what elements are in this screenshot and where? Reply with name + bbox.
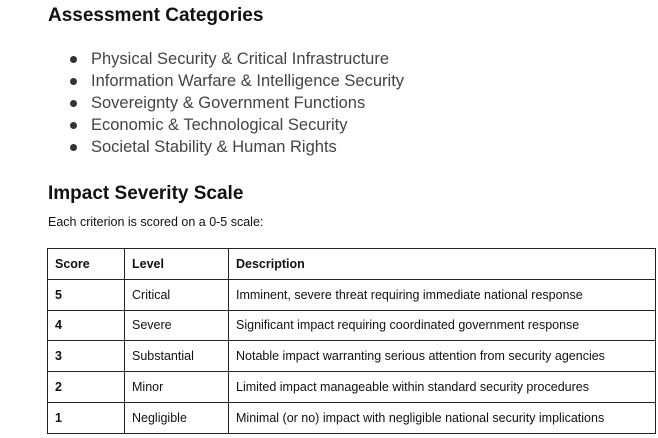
list-item	[68, 136, 404, 158]
column-header-level: Level	[125, 249, 229, 280]
table-row	[48, 402, 656, 433]
list-item	[68, 92, 404, 114]
bullet-icon	[70, 122, 77, 129]
list-item-label: Economic & Technological Security	[91, 116, 348, 134]
bullet-icon	[70, 144, 77, 151]
score-cell: 5	[48, 279, 125, 310]
list-item	[68, 114, 404, 136]
bullet-icon	[70, 100, 77, 107]
table-row	[48, 279, 656, 310]
description-cell: Notable impact warranting serious attention from security agencies	[229, 341, 656, 372]
score-cell: 4	[48, 310, 125, 341]
level-cell: Substantial	[125, 341, 229, 372]
bullet-icon	[70, 56, 77, 63]
description-cell: Minimal (or no) impact with negligible national security implications	[229, 402, 656, 433]
score-cell: 3	[48, 341, 125, 372]
scale-intro-text: Each criterion is scored on a 0-5 scale:	[48, 215, 264, 229]
list-item	[68, 70, 404, 92]
level-cell: Severe	[125, 310, 229, 341]
table-row	[48, 341, 656, 372]
list-item	[68, 48, 404, 70]
impact-severity-heading: Impact Severity Scale	[48, 183, 244, 204]
description-cell: Significant impact requiring coordinated government response	[229, 310, 656, 341]
score-cell: 2	[48, 372, 125, 403]
column-header-description: Description	[229, 249, 656, 280]
table-row	[48, 310, 656, 341]
list-item-label: Societal Stability & Human Rights	[91, 138, 337, 156]
list-item-label: Information Warfare & Intelligence Security	[91, 72, 405, 90]
list-item-label: Sovereignty & Government Functions	[91, 94, 366, 112]
severity-table	[47, 248, 656, 434]
level-cell: Critical	[125, 279, 229, 310]
categories-list	[68, 48, 404, 158]
description-cell: Limited impact manageable within standard security procedures	[229, 372, 656, 403]
column-header-score: Score	[48, 249, 125, 280]
assessment-categories-heading: Assessment Categories	[48, 5, 264, 26]
table-row	[48, 372, 656, 403]
score-cell: 1	[48, 402, 125, 433]
bullet-icon	[70, 78, 77, 85]
level-cell: Minor	[125, 372, 229, 403]
description-cell: Imminent, severe threat requiring immediate national response	[229, 279, 656, 310]
list-item-label: Physical Security & Critical Infrastructure	[91, 50, 390, 68]
level-cell: Negligible	[125, 402, 229, 433]
table-header-row	[48, 249, 656, 280]
